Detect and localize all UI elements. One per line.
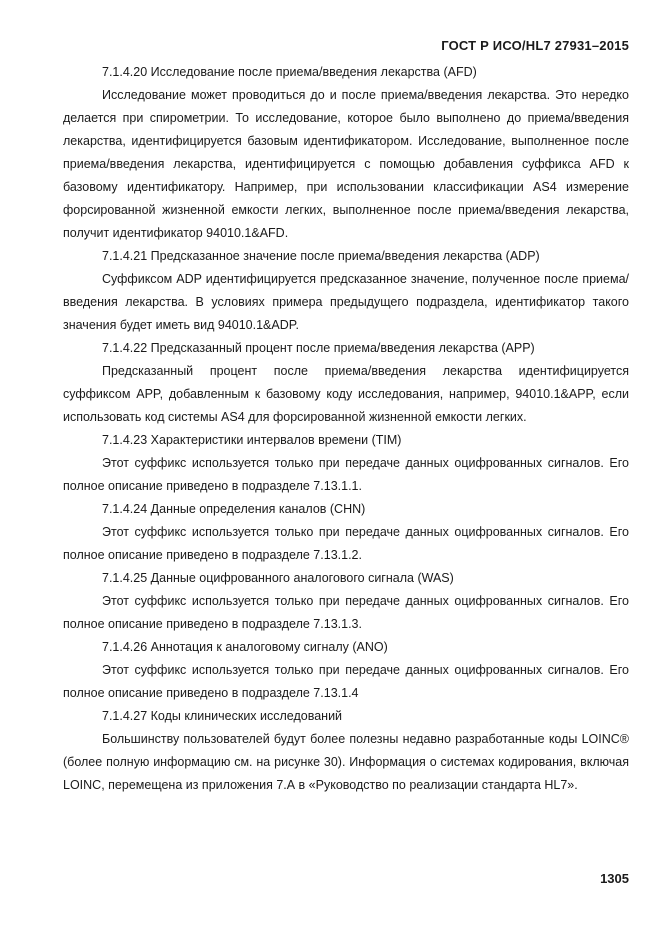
- paragraph: Исследование может проводиться до и после приема/введения лекарства. Это нередко делается при спирометрии. То исследование, которое было выполнено до приема/введения лекарства, идентифицируется базовым идентификатором. Исследование, выполненное после приема/введения лекарства, идентифицируется с помощью добавления суффикса AFD к базовому идентификатору. Например, при использовании классификации AS4 измерение форсированной жизненной емкости легких, выполненное после приема/введения лекарства, получит идентификатор 94010.1&AFD.: [63, 88, 629, 240]
- section-heading: 7.1.4.26 Аннотация к аналоговому сигналу (ANO): [102, 640, 388, 654]
- standard-code-header: ГОСТ Р ИСО/HL7 27931–2015: [441, 38, 629, 53]
- paragraph: Этот суффикс используется только при передаче данных оцифрованных сигналов. Его полное описание приведено в подразделе 7.13.1.4: [63, 663, 629, 700]
- section-heading: 7.1.4.23 Характеристики интервалов времени (TIM): [102, 433, 402, 447]
- section-heading: 7.1.4.24 Данные определения каналов (CHN): [102, 502, 366, 516]
- paragraph: Предсказанный процент после приема/введения лекарства идентифицируется суффиксом APP, добавленным к базовому коду исследования, например, 94010.1&APP, если использовать код системы AS4 для форсированной жизненной емкости легких.: [63, 364, 629, 424]
- page-number: 1305: [600, 871, 629, 886]
- paragraph: Большинству пользователей будут более полезны недавно разработанные коды LOINC® (более полную информацию см. на рисунке 30). Информация о системах кодирования, включая LOINC, перемещена из приложения 7.А в «Руководство по реализации стандарта HL7».: [63, 732, 629, 792]
- paragraph: Этот суффикс используется только при передаче данных оцифрованных сигналов. Его полное описание приведено в подразделе 7.13.1.1.: [63, 456, 629, 493]
- section-heading: 7.1.4.22 Предсказанный процент после приема/введения лекарства (APP): [102, 341, 535, 355]
- section-heading: 7.1.4.25 Данные оцифрованного аналогового сигнала (WAS): [102, 571, 454, 585]
- section-heading: 7.1.4.21 Предсказанное значение после приема/введения лекарства (ADP): [102, 249, 540, 263]
- section-heading: 7.1.4.27 Коды клинических исследований: [102, 709, 343, 723]
- paragraph: Этот суффикс используется только при передаче данных оцифрованных сигналов. Его полное описание приведено в подразделе 7.13.1.3.: [63, 594, 629, 631]
- section-heading: 7.1.4.20 Исследование после приема/введения лекарства (AFD): [102, 65, 477, 79]
- document-body: [63, 61, 629, 797]
- paragraph: Этот суффикс используется только при передаче данных оцифрованных сигналов. Его полное описание приведено в подразделе 7.13.1.2.: [63, 525, 629, 562]
- paragraph: Суффиксом ADP идентифицируется предсказанное значение, полученное после приема/введения лекарства. В условиях примера предыдущего подраздела, идентификатор такого значения будет иметь вид 94010.1&ADP.: [63, 272, 629, 332]
